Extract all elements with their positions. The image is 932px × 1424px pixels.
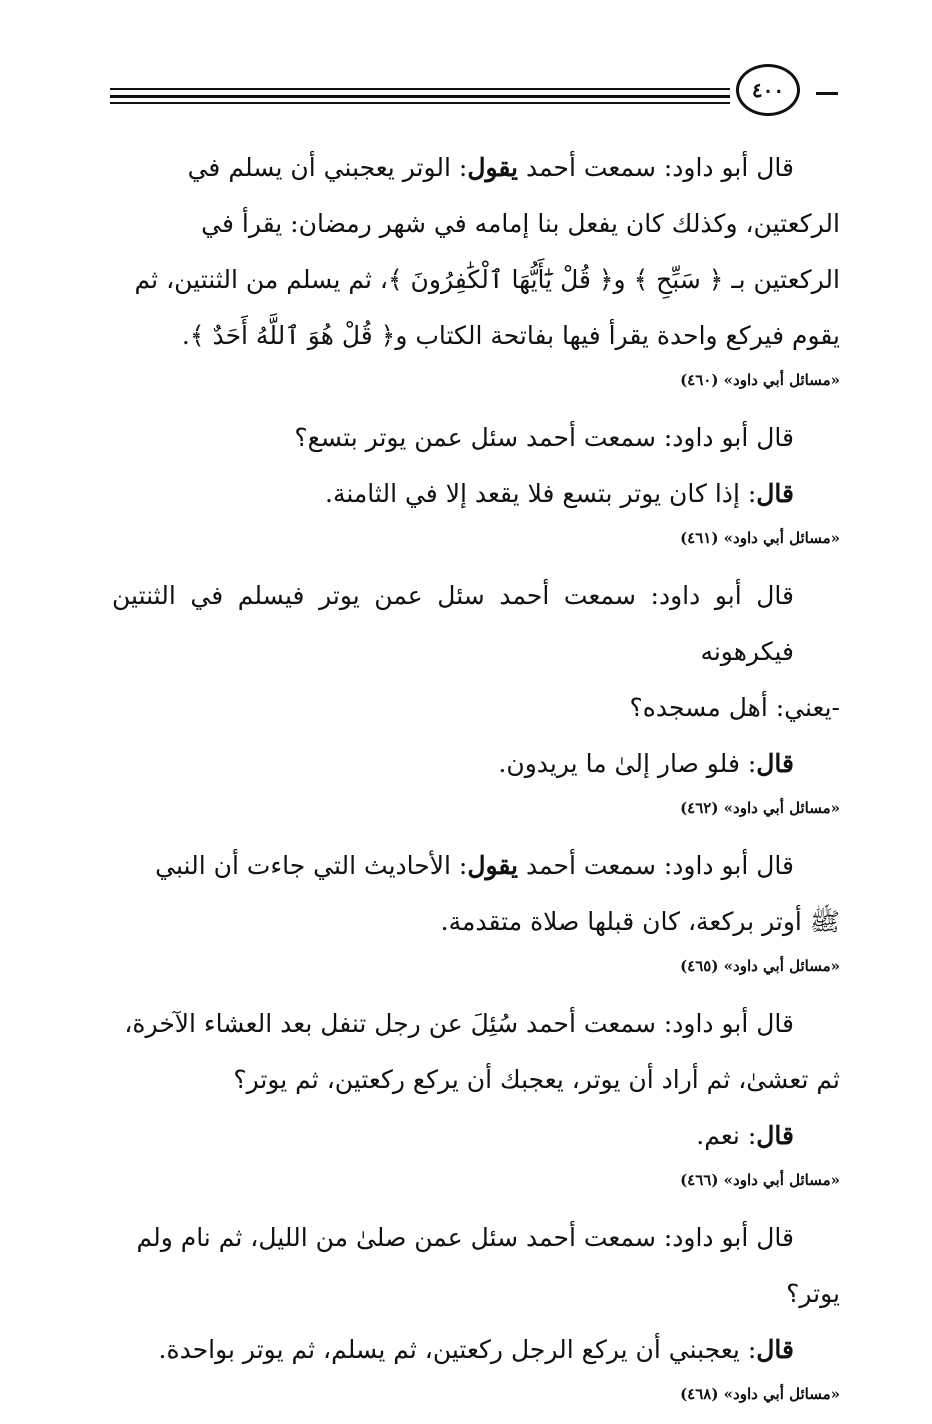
text-segment: : إذا كان يوتر بتسع فلا يقعد إلا في الثامنة.: [325, 479, 757, 508]
text-line: [112, 996, 840, 1052]
header-rule: [110, 88, 730, 90]
text-line: [112, 1052, 840, 1108]
text-segment: قال أبو داود: سمعت أحمد سُئِلَ عن رجل تنفل بعد العشاء الآخرة،: [124, 1009, 794, 1038]
text-line: [112, 838, 840, 894]
text-line: [112, 308, 840, 364]
bold-word: يقول: [467, 153, 519, 182]
paragraph: [112, 838, 840, 950]
text-segment: : الوتر يعجبني أن يسلم في: [187, 153, 468, 182]
text-segment: قال أبو داود: سمعت أحمد سئل عمن يوتر بتسع؟: [294, 423, 794, 452]
text-segment: قال أبو داود: سمعت أحمد: [518, 851, 794, 880]
paragraph: [112, 996, 840, 1164]
bold-word: قال: [756, 1335, 794, 1364]
text-line: [112, 466, 840, 522]
text-line: [112, 680, 840, 736]
header-rule: [110, 95, 730, 98]
header-rule: [816, 92, 838, 95]
text-line: [112, 568, 840, 680]
text-line: [112, 1322, 840, 1378]
paragraph: [112, 140, 840, 364]
text-segment: ﷺ أوتر بركعة، كان قبلها صلاة متقدمة.: [440, 907, 840, 936]
text-segment: ثم تعشىٰ، ثم أراد أن يوتر، يعجبك أن يركع ركعتين، ثم يوتر؟: [233, 1065, 840, 1094]
text-line: [112, 252, 840, 308]
text-line: [112, 1210, 840, 1266]
text-line: [112, 140, 840, 196]
text-segment: : فلو صار إلىٰ ما يريدون.: [498, 749, 757, 778]
text-segment: قال أبو داود: سمعت أحمد سئل عمن يوتر فيسلم في الثنتين فيكرهونه: [112, 581, 794, 666]
bold-word: قال: [756, 479, 794, 508]
paragraph: [112, 1210, 840, 1378]
text-segment: يقوم فيركع واحدة يقرأ فيها بفاتحة الكتاب و﴿ قُلْ هُوَ ٱللَّهُ أَحَدٌ ﴾.: [181, 321, 840, 350]
bold-word: يقول: [467, 851, 519, 880]
text-line: [112, 410, 840, 466]
source-citation: «مسائل أبي داود» (٤٦٥): [680, 957, 840, 975]
text-segment: -يعني: أهل مسجده؟: [629, 693, 840, 722]
text-segment: قال أبو داود: سمعت أحمد: [518, 153, 794, 182]
page-header: [110, 62, 838, 122]
text-line: [112, 1266, 840, 1322]
text-segment: : نعم.: [696, 1121, 757, 1150]
text-segment: قال أبو داود: سمعت أحمد سئل عمن صلىٰ من الليل، ثم نام ولم: [136, 1223, 794, 1252]
page-number: ٤٠٠: [736, 64, 800, 116]
page-body: [112, 140, 840, 1424]
paragraph: [112, 410, 840, 522]
text-segment: : يعجبني أن يركع الرجل ركعتين، ثم يسلم، ثم يوتر بواحدة.: [158, 1335, 757, 1364]
text-line: [112, 736, 840, 792]
source-citation: «مسائل أبي داود» (٤٦٨): [680, 1385, 840, 1403]
text-segment: الركعتين بـ ﴿ سَبِّحِ ﴾ و﴿ قُلْ يَٰٓأَيُّهَا ٱلْكَٰفِرُونَ ﴾، ثم يسلم من الثنتين، ثم: [134, 265, 840, 294]
text-line: [112, 1108, 840, 1164]
source-citation: «مسائل أبي داود» (٤٦٢): [680, 799, 840, 817]
text-line: [112, 196, 840, 252]
source-citation: «مسائل أبي داود» (٤٦٦): [680, 1171, 840, 1189]
text-segment: : الأحاديث التي جاءت أن النبي: [155, 851, 468, 880]
paragraph: [112, 568, 840, 792]
header-rule: [110, 102, 730, 104]
text-line: [112, 894, 840, 950]
text-segment: يوتر؟: [786, 1279, 840, 1308]
text-segment: الركعتين، وكذلك كان يفعل بنا إمامه في شهر رمضان: يقرأ في: [201, 209, 840, 238]
source-citation: «مسائل أبي داود» (٤٦٠): [680, 371, 840, 389]
bold-word: قال: [756, 1121, 794, 1150]
source-citation: «مسائل أبي داود» (٤٦١): [680, 529, 840, 547]
bold-word: قال: [756, 749, 794, 778]
